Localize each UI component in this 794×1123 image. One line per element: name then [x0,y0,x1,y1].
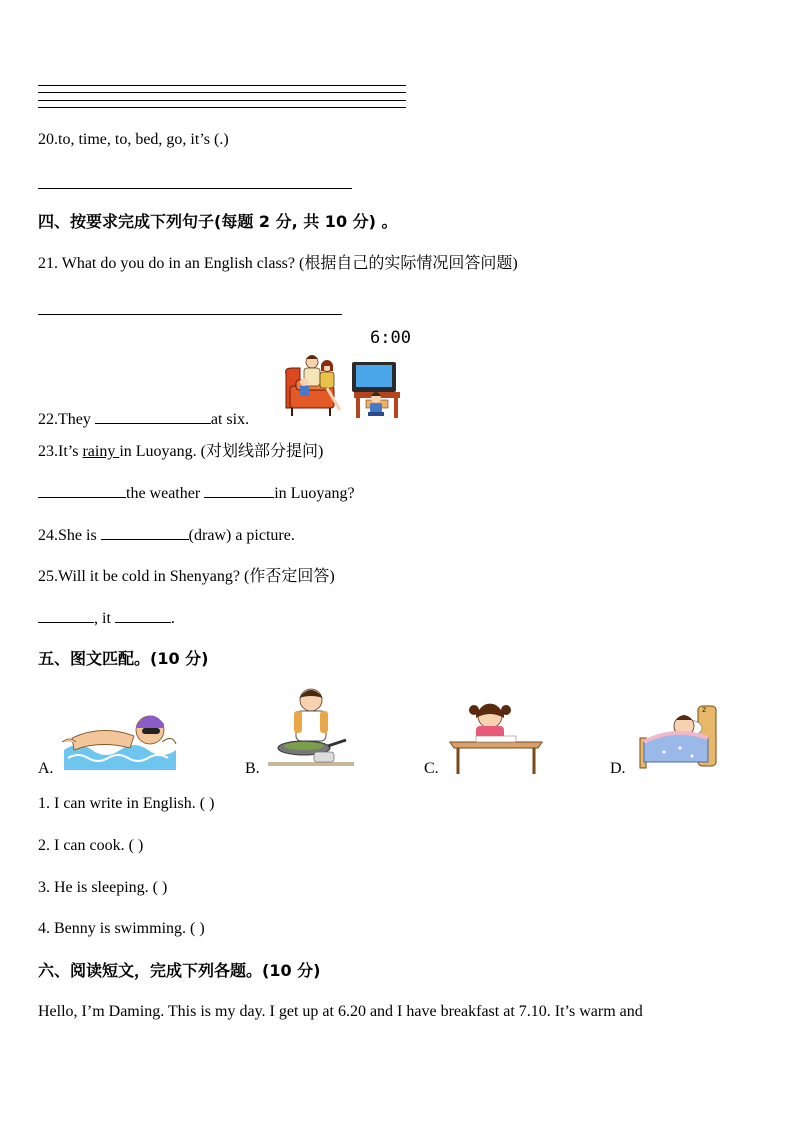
q24-prefix: 24.She is [38,527,101,544]
q21-answer-line[interactable] [38,314,342,315]
option-a-label: A. [38,760,54,777]
q23-answer [38,483,355,504]
q22-suffix: at six. [210,411,250,428]
q23-suffix: in Luoyang. (对划线部分提问) [119,443,324,460]
q25-answer [38,608,175,629]
q20-answer-line[interactable] [38,188,352,189]
option-b-label: B. [245,760,260,777]
ruled-line-3 [38,100,406,101]
q24-suffix: (draw) a picture. [188,527,295,544]
svg-text:z: z [702,705,707,714]
ruled-line-2 [38,92,406,93]
match-item-2: 2. I can cook. ( ) [38,837,144,854]
option-d-label: D. [610,760,626,777]
q23-answer-end: in Luoyang? [274,485,355,502]
q23-underlined: rainy [82,443,120,460]
clock-time: 6:00 [370,328,411,348]
q23-line [38,442,323,462]
ruled-line-1 [38,85,406,86]
q25-blank-2[interactable] [115,608,171,623]
q22-blank[interactable] [95,409,211,424]
reading-text: Hello, I’m Daming. This is my day. I get up at 6.20 and I have breakfast at 7.10. It’s warm and [38,1003,643,1020]
q20-text: 20.to, time, to, bed, go, it’s (.) [38,131,229,148]
q22-line [38,409,249,430]
section6-heading: 六、阅读短文，完成下列各题。(10 分) [38,961,321,980]
cooking-boy-image [266,686,356,776]
q25-answer-end: . [170,610,175,627]
match-item-1: 1. I can write in English. ( ) [38,795,215,812]
q25-text: 25.Will it be cold in Shenyang? (作否定回答) [38,568,335,585]
family-watching-tv-image [282,350,408,420]
q21-text: 21. What do you do in an English class? (根据自己的实际情况回答问题) [38,255,518,272]
section5-heading: 五、图文匹配。(10 分) [38,649,209,668]
q24-line [38,525,295,546]
q23-answer-mid: the weather [126,485,205,502]
writing-girl-image [446,698,546,776]
q23-prefix: 23.It’s [38,443,83,460]
ruled-line-4 [38,107,406,108]
q25-answer-mid: , it [94,610,115,627]
q25-blank-1[interactable] [38,608,94,623]
q22-prefix: 22.They [38,411,95,428]
q23-blank-1[interactable] [38,483,126,498]
match-item-3: 3. He is sleeping. ( ) [38,879,168,896]
q24-blank[interactable] [101,525,189,540]
q23-blank-2[interactable] [204,483,274,498]
swimming-boy-image [62,708,180,774]
sleeping-boy-image [636,702,722,774]
section4-heading: 四、按要求完成下列句子(每题 2 分, 共 10 分) 。 [38,212,398,231]
match-item-4: 4. Benny is swimming. ( ) [38,920,205,937]
option-c-label: C. [424,760,439,777]
